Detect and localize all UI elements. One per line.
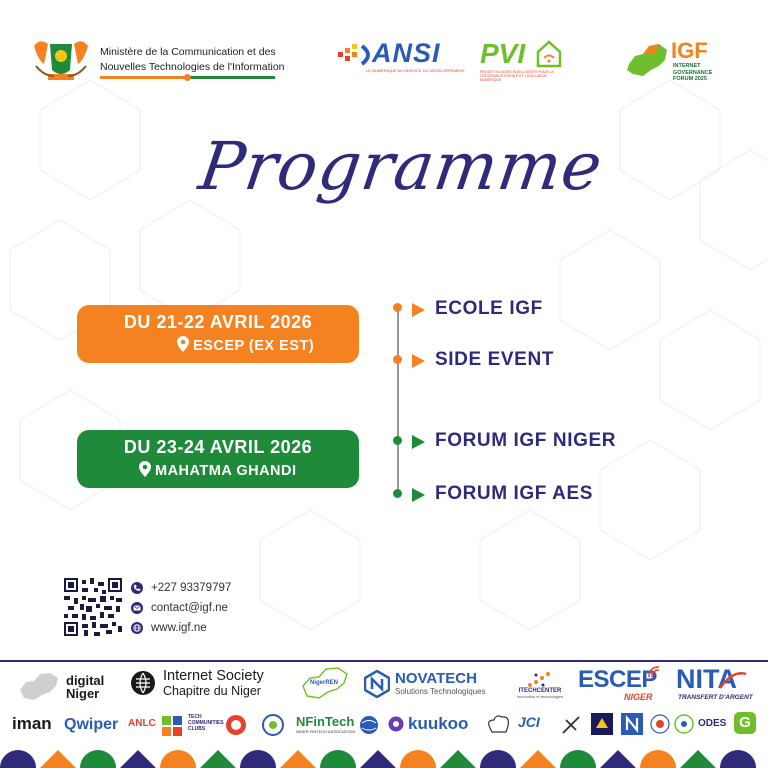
ansi-name: ANSI <box>372 38 441 68</box>
escep-line2: NIGER <box>624 692 653 702</box>
itech-dots-icon <box>527 670 553 688</box>
digital-niger-line2: Niger <box>66 686 100 701</box>
nita-swoosh-icon <box>718 670 748 692</box>
isoc-globe-icon <box>130 670 156 696</box>
event-date-badge-1 <box>77 305 359 363</box>
page-title: Programme <box>194 128 608 205</box>
partner-qwiper <box>64 716 118 734</box>
igf-line2: GOVERNANCE <box>673 69 713 76</box>
ministry-underline <box>100 76 275 79</box>
niger-map-icon <box>625 42 671 80</box>
footer-pattern <box>0 742 768 768</box>
contact-website-text: www.igf.ne <box>151 622 207 634</box>
timeline-dot <box>393 355 402 364</box>
novatech-line2: Solutions Technologiques <box>395 687 486 696</box>
jci-label: JCI <box>518 714 540 730</box>
program-item-side-event: SIDE EVENT <box>435 349 554 370</box>
nfintech-line2: NIGER FINTECH ASSOCIATION <box>296 729 356 734</box>
program-item-ecole-igf: ECOLE IGF <box>435 298 543 319</box>
odes-label: ODES <box>698 718 727 729</box>
ministry-name-line2: Nouvelles Technologies de l'Information <box>100 61 285 73</box>
escep-line1: ESCEP <box>578 666 657 693</box>
kuukoo-label: kuukoo <box>408 714 469 733</box>
contact-phone[interactable] <box>131 582 231 594</box>
program-item-forum-igf-aes: FORUM IGF AES <box>435 483 594 504</box>
g-label: G <box>739 714 751 731</box>
nfintech-line1: NFinTech <box>296 714 355 729</box>
qr-code-icon[interactable] <box>64 578 122 636</box>
tech-clubs-icon <box>162 716 184 736</box>
itech-line2: Innovation et technologies <box>516 694 564 699</box>
iman-label: iman <box>12 714 52 733</box>
arrow-right-icon <box>412 435 425 449</box>
event-date-2: DU 23-24 AVRIL 2026 <box>123 437 313 457</box>
contact-email-text: contact@igf.ne <box>151 602 228 614</box>
ansi-pixel-icon <box>338 44 372 66</box>
techcomm-line1: TECH <box>188 714 202 720</box>
niger-map-icon <box>18 672 60 702</box>
partner-g <box>734 712 756 734</box>
header <box>0 0 768 100</box>
house-wifi-icon <box>536 40 562 68</box>
pvi-logo <box>480 38 565 80</box>
partner-emblem-icon <box>674 714 694 734</box>
partner-seal-icon <box>650 714 670 734</box>
isoc-line1: Internet Society <box>163 668 264 684</box>
timeline-dot <box>393 303 402 312</box>
digital-niger-line1: digital <box>66 673 105 688</box>
arrow-right-icon <box>412 488 425 502</box>
timeline-dot <box>393 436 402 445</box>
igf-name: IGF <box>671 38 708 63</box>
contact-website[interactable] <box>131 622 207 634</box>
ansi-logo <box>338 38 468 78</box>
partner-anlc <box>128 718 156 729</box>
partner-globe-icon <box>358 714 380 736</box>
kuukoo-icon <box>388 716 404 732</box>
ministry-name-line1: Ministère de la Communication et des <box>100 46 276 58</box>
arrow-right-icon <box>412 354 425 368</box>
program-item-forum-igf-niger: FORUM IGF NIGER <box>435 430 617 451</box>
globe-icon <box>131 622 143 634</box>
igf-logo <box>625 38 735 88</box>
event-date-badge-2 <box>77 430 359 488</box>
pvi-tagline-line2: CROISSANCE RURALE ET L'INCLUSION NUMÉRIQUE <box>480 74 547 82</box>
location-pin-icon <box>177 336 189 352</box>
contact-email[interactable] <box>131 602 228 614</box>
contact-phone-text: +227 93379797 <box>151 582 232 594</box>
timeline-line <box>397 307 399 495</box>
nita-line1: NITA <box>676 664 737 694</box>
pvi-name: PVI <box>480 38 526 69</box>
location-pin-icon <box>139 461 151 477</box>
igf-line1: INTERNET <box>673 63 701 69</box>
timeline-dot <box>393 489 402 498</box>
partner-jci <box>518 714 540 730</box>
igf-line3: FORUM 2025 <box>673 76 707 82</box>
novatech-line1: NOVATECH <box>395 670 477 687</box>
phone-icon <box>131 582 143 594</box>
novatech-hex-icon <box>364 670 390 698</box>
qwiper-label: Qwiper <box>64 716 119 733</box>
arrow-right-icon <box>412 303 425 317</box>
techcomm-line2: COMMUNITIES <box>188 720 224 726</box>
partner-odes <box>698 718 726 729</box>
event-place-1: ESCEP (EX EST) <box>193 338 315 354</box>
partner-iman <box>12 714 52 734</box>
techcomm-line3: CLUBS <box>188 726 206 732</box>
niger-coat-of-arms-icon <box>30 36 92 84</box>
ansi-tagline: LE NUMÉRIQUE AU SERVICE DU DÉVELOPPEMENT <box>366 68 466 73</box>
nita-line2: TRANSFERT D'ARGENT <box>678 694 753 701</box>
event-date-1: DU 21-22 AVRIL 2026 <box>123 312 313 332</box>
partner-drone-icon <box>560 714 582 736</box>
partner-n-icon <box>620 712 644 736</box>
isoc-line2: Chapitre du Niger <box>163 684 261 698</box>
nigerren-label: NigerREN <box>310 680 339 686</box>
partner-chef-hat-icon <box>486 714 512 736</box>
mail-icon <box>131 602 143 614</box>
anlc-label: ANLC <box>128 718 156 729</box>
partner-nfintech <box>296 714 355 734</box>
wifi-icon <box>648 666 660 678</box>
partner-seal-red-icon <box>225 714 247 736</box>
partner-shield-icon <box>590 712 614 736</box>
event-place-2: MAHATMA GHANDI <box>155 463 297 479</box>
itech-line1: ITECHCENTER <box>518 688 562 694</box>
pvi-tagline-line1: PROJET VILLAGES INTELLIGENTS POUR LA <box>480 70 554 74</box>
partner-seal-blue-icon <box>262 714 284 736</box>
